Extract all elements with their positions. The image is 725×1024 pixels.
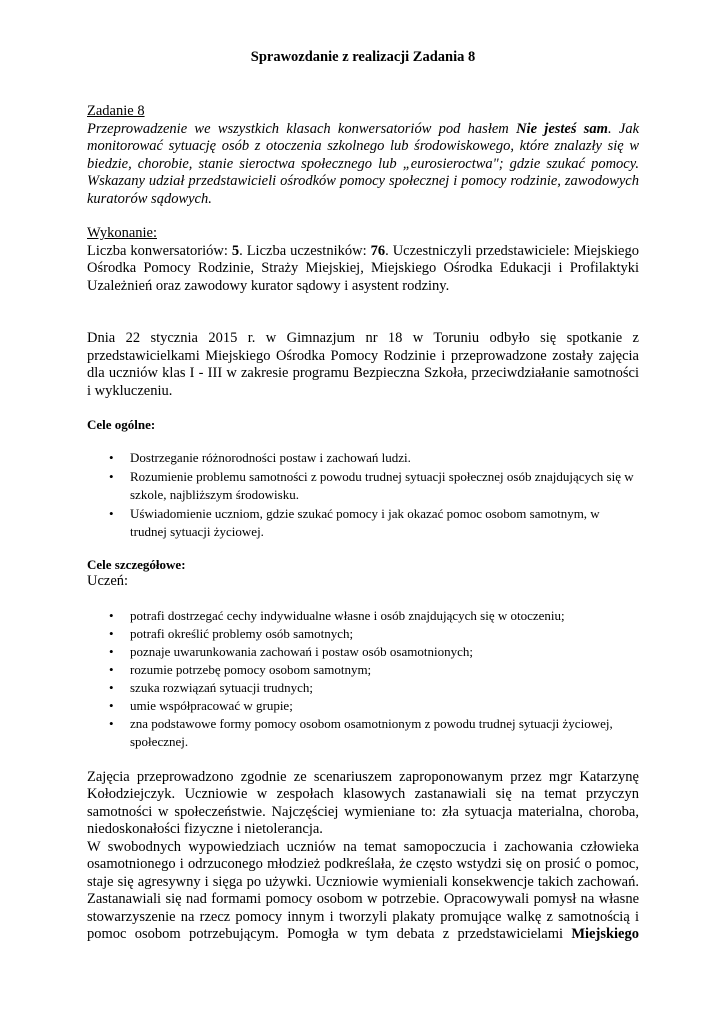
list-item-text: Dostrzeganie różnorodności postaw i zachowań ludzi. <box>130 450 411 465</box>
bullet-icon: • <box>109 643 114 659</box>
summary-paragraph-2-bold: Miejskiego <box>571 926 639 942</box>
specific-goals-heading: Cele szczegółowe: <box>87 557 186 572</box>
list-item-text: umie współpracować w grupie; <box>130 697 293 713</box>
list-item-text: szuka rozwiązań sytuacji trudnych; <box>130 679 314 695</box>
execution-label <box>87 225 639 243</box>
list-item-text: poznaje uwarunkowania zachowań i postaw osób osamotnionych; <box>130 643 473 659</box>
list-item <box>87 643 639 661</box>
task-label <box>87 103 639 121</box>
list-item-text: potrafi dostrzegać cechy indywidualne własne i osób znajdujących się w otoczeniu; <box>130 607 565 623</box>
task-slogan: Nie jesteś sam <box>516 120 608 137</box>
list-item <box>87 661 639 679</box>
task-text-2: . Jak monitorować sytuację osób z otoczenia szkolnego lub środowiskowego, które znalazły się w biedzie, chorobie, stanie sieroctwa społecznego lub „eurosieroctwa"; gdzie szukać pomocy. Wskazany udział przedstawicieli ośrodków pomocy społecznej i pomocy rodzinie, zawodowych kuratorów sądowych. <box>87 120 640 207</box>
meeting-paragraph: Dnia 22 stycznia 2015 r. w Gimnazjum nr 18 w Toruniu odbyło się spotkanie z przedstawicielkami Miejskiego Ośrodka Pomocy Rodzinie i przeprowadzone zostały zajęcia dla uczniów klas I - III w zakresie programu Bezpieczna Szkoła, przeciwdziałanie samotności i wykluczeniu. <box>87 330 639 399</box>
task-text-1: Przeprowadzenie we wszystkich klasach konwersatoriów pod hasłem <box>87 120 517 137</box>
task-label-text: Zadanie 8 <box>87 103 145 119</box>
task-description <box>87 121 639 209</box>
list-item-text: Uświadomienie uczniom, gdzie szukać pomocy i jak okazać pomoc osobom samotnym, w trudnej sytuacji życiowej. <box>130 506 600 539</box>
execution-text-1: Liczba konwersatoriów: <box>87 242 232 259</box>
summary-paragraph-2 <box>87 839 639 944</box>
list-item <box>87 715 639 751</box>
list-item <box>87 607 639 625</box>
list-item <box>87 625 639 643</box>
bullet-icon: • <box>109 715 114 731</box>
summary-paragraph-1: Zajęcia przeprowadzono zgodnie ze scenariuszem zaproponowanym przez mgr Katarzynę Kołodziejczyk. Uczniowie w zespołach klasowych zastanawiali się na temat przyczyn samotności w społeczeństwie. Najczęściej wymieniane to: zła sytuacja materialna, choroba, niedoskonałości fizyczne i nietolerancja. <box>87 768 639 837</box>
list-item-text: potrafi określić problemy osób samotnych; <box>130 625 354 641</box>
list-item-text: Rozumienie problemu samotności z powodu trudnej sytuacji społecznej osób znajdujących się w szkole, najbliższym środowisku. <box>130 469 634 502</box>
bullet-icon: • <box>109 661 114 677</box>
execution-description <box>87 243 639 296</box>
execution-text-2: . Liczba uczestników: <box>239 242 371 259</box>
bullet-icon: • <box>109 679 114 695</box>
participants-count: 76 <box>370 242 386 259</box>
list-item <box>87 449 639 467</box>
bullet-icon: • <box>109 506 114 521</box>
execution-label-text: Wykonanie: <box>87 225 157 241</box>
bullet-icon: • <box>109 625 114 641</box>
list-item-text: zna podstawowe formy pomocy osobom osamotnionym z powodu trudnej sytuacji życiowej, społecznej. <box>130 715 613 749</box>
conversatories-count: 5 <box>231 242 240 259</box>
task-section <box>87 103 639 208</box>
specific-goals-section <box>87 556 639 751</box>
list-item <box>87 468 639 504</box>
bullet-icon: • <box>109 697 114 713</box>
specific-goals-list <box>87 607 639 751</box>
specific-goals-subject: Uczeń: <box>87 573 129 589</box>
document-title: Sprawozdanie z realizacji Zadania 8 <box>250 49 476 65</box>
list-item <box>87 505 639 541</box>
list-item <box>87 679 639 697</box>
execution-section <box>87 225 639 295</box>
list-item <box>87 697 639 715</box>
document-page <box>87 48 639 944</box>
summary-paragraph-2-text: W swobodnych wypowiedziach uczniów na temat samopoczucia i zachowania człowieka osamotnionego i odrzuconego młodzież podkreślała, że często wstydzi się on prosić o pomoc, staje się agresywny i sięga po używki. Uczniowie wymieniali konsekwencje takich zachowań. Zastanawiali się nad formami pomocy osobom w potrzebie. Opracowywali pomysł na własne stowarzyszenie na rzecz pomocy innym i tworzyli plakaty promujące walkę z samotnością i pomoc osobom potrzebującym. Pomogła w tym debata z przedstawicielami <box>87 838 639 942</box>
general-goals-heading: Cele ogólne: <box>87 417 156 432</box>
bullet-icon: • <box>109 607 114 623</box>
general-goals-section <box>87 416 639 541</box>
general-goals-list <box>87 449 639 541</box>
list-item-text: rozumie potrzebę pomocy osobom samotnym; <box>130 661 372 677</box>
execution-text-3: . Uczestniczyli przedstawiciele: Miejskiego Ośrodka Pomocy Rodzinie, Straży Miejskiej, Miejskiego Ośrodka Edukacji i Profilaktyki Uzależnień oraz zawodowy kurator sądowy i asystent rodziny. <box>87 242 639 294</box>
bullet-icon: • <box>109 469 114 484</box>
bullet-icon: • <box>109 450 114 465</box>
